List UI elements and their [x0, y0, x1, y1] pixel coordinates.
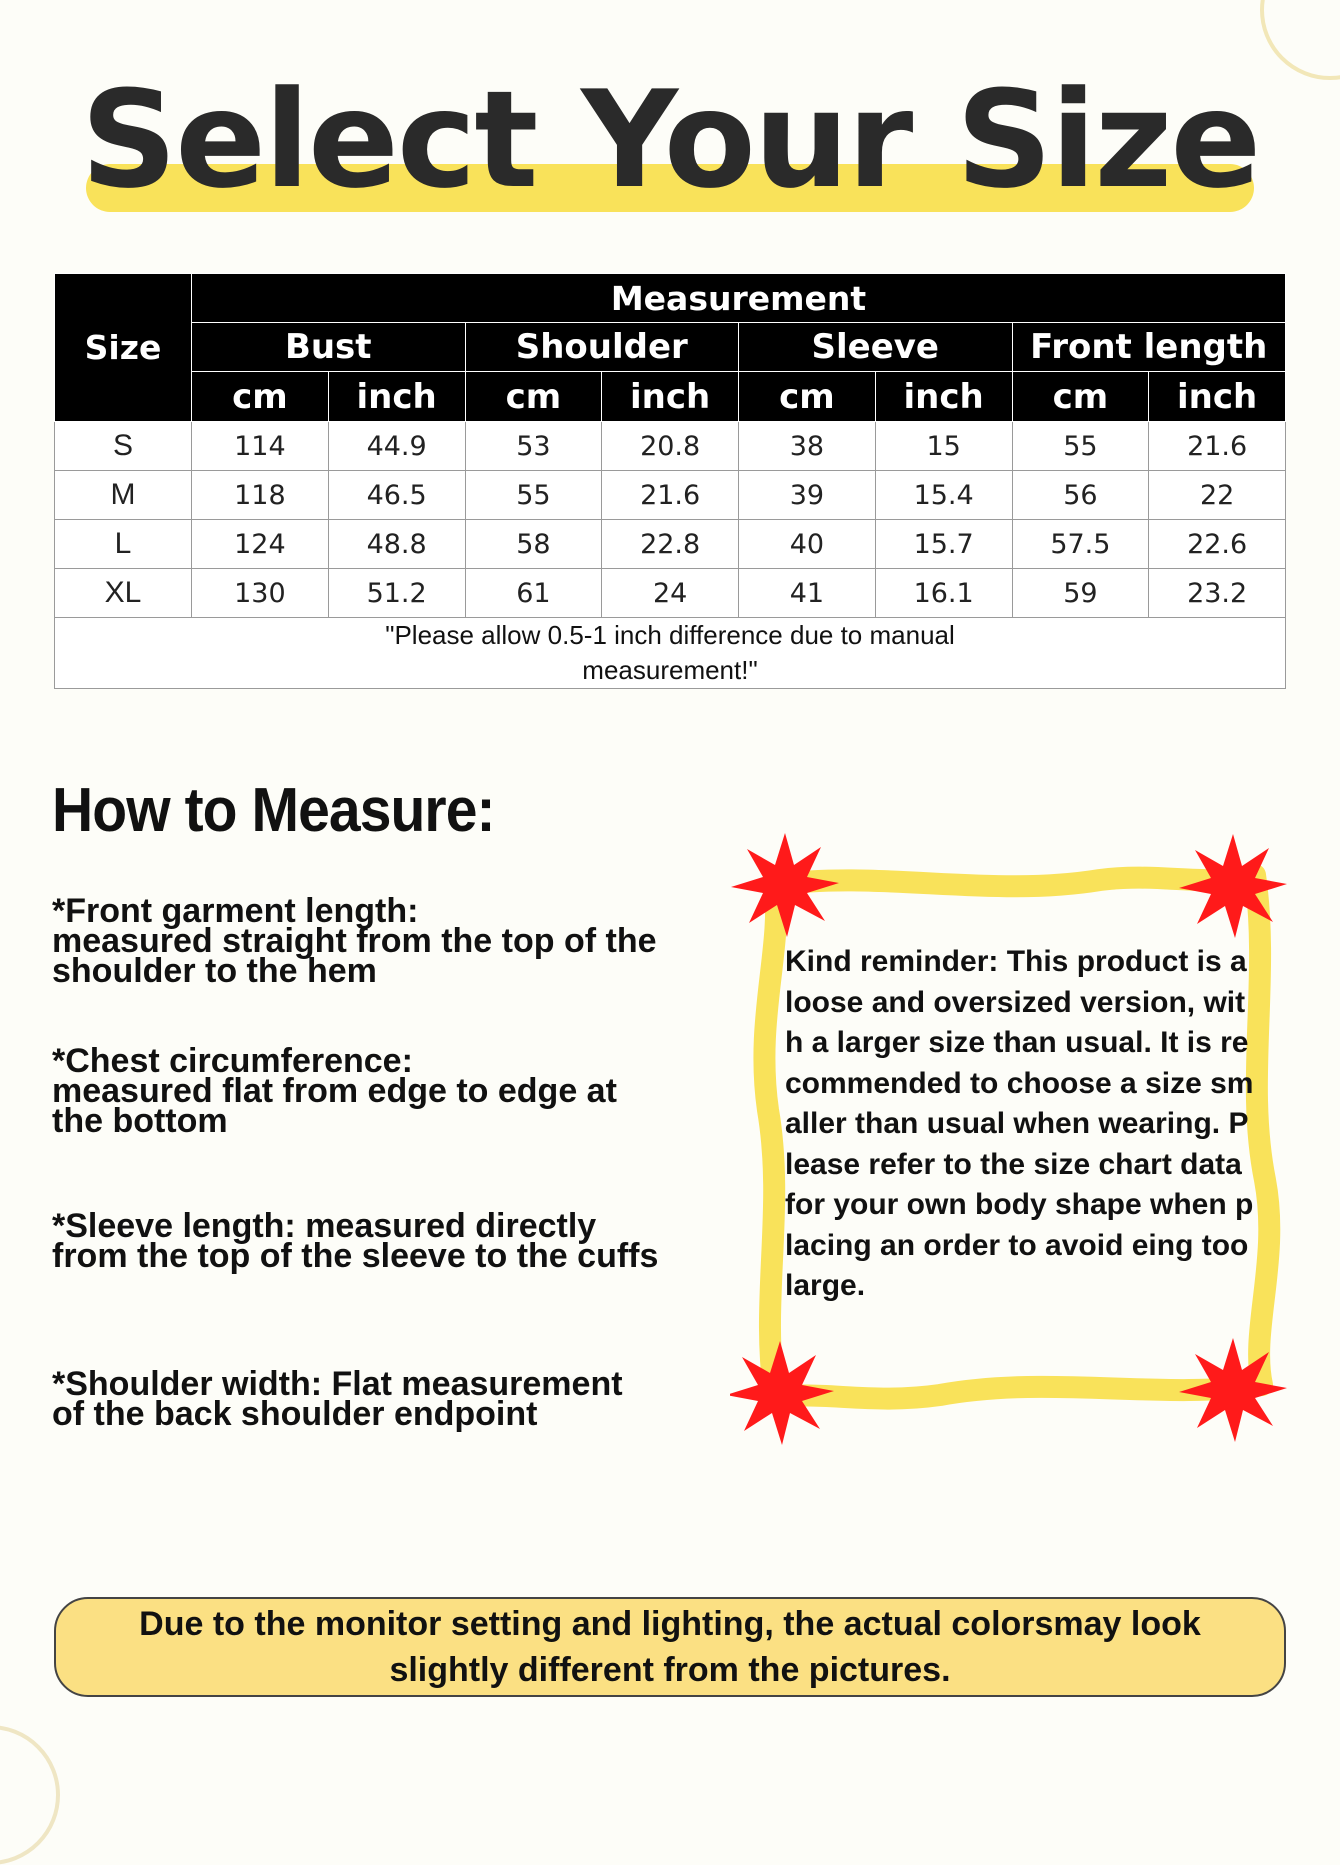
star-icon [731, 833, 839, 937]
unit-header: inch [328, 372, 465, 422]
corner-decoration [0, 1725, 60, 1865]
front-length-header: Front length [1012, 323, 1286, 372]
table-cell: 44.9 [328, 422, 465, 471]
table-cell: 48.8 [328, 520, 465, 569]
table-cell: 118 [192, 471, 329, 520]
table-cell: 20.8 [602, 422, 739, 471]
measurement-group-header: Measurement [192, 274, 1286, 323]
table-cell: 56 [1012, 471, 1149, 520]
instruction-label: *Chest circumference: [52, 1042, 413, 1080]
instruction-front-length [52, 892, 732, 990]
measurement-note: "Please allow 0.5-1 inch difference due to manual measurement!" [385, 620, 955, 685]
unit-header: cm [465, 372, 602, 422]
table-cell: 39 [739, 471, 876, 520]
instruction-label: *Shoulder width: Flat measurement [52, 1365, 623, 1403]
table-cell: 124 [192, 520, 329, 569]
table-cell: 21.6 [1149, 422, 1286, 471]
instruction-text: from the top of the sleeve to the cuffs [52, 1237, 659, 1275]
how-to-measure-heading: How to Measure: [52, 776, 495, 845]
instruction-text: measured straight from the top of the shoulder to the hem [52, 922, 657, 990]
kind-reminder-text: Kind reminder: This product is a loose and oversized version, with a larger size than usual. It is recommended to choose a size smaller than usual when wearing. Please refer to the size chart data for your own body shape when placing an order to avoid eing too large. [785, 945, 1254, 1302]
instruction-label: *Front garment length: [52, 892, 419, 930]
table-note-cell [55, 618, 1286, 689]
size-cell: L [55, 520, 192, 569]
instruction-text: of the back shoulder endpoint [52, 1395, 538, 1433]
table-row [55, 520, 1286, 569]
size-cell: S [55, 422, 192, 471]
table-cell: 24 [602, 569, 739, 618]
table-cell: 59 [1012, 569, 1149, 618]
table-cell: 58 [465, 520, 602, 569]
size-chart-table [54, 273, 1286, 689]
star-icon [1179, 834, 1287, 938]
table-cell: 61 [465, 569, 602, 618]
unit-header: inch [1149, 372, 1286, 422]
instruction-chest [52, 1042, 652, 1140]
table-cell: 51.2 [328, 569, 465, 618]
table-row [55, 569, 1286, 618]
unit-header: cm [739, 372, 876, 422]
table-cell: 16.1 [875, 569, 1012, 618]
instruction-sleeve [52, 1207, 732, 1275]
table-cell: 22.8 [602, 520, 739, 569]
table-cell: 15.4 [875, 471, 1012, 520]
table-cell: 22.6 [1149, 520, 1286, 569]
table-cell: 21.6 [602, 471, 739, 520]
star-icon [1179, 1338, 1287, 1442]
table-cell: 130 [192, 569, 329, 618]
table-cell: 22 [1149, 471, 1286, 520]
sleeve-header: Sleeve [739, 323, 1013, 372]
instruction-label: *Sleeve length: measured directly [52, 1207, 597, 1245]
page-title: Select Your Size [80, 62, 1260, 218]
color-disclaimer-text: Due to the monitor setting and lighting, the actual colorsmay look slightly different from the pictures. [139, 1605, 1201, 1689]
table-cell: 38 [739, 422, 876, 471]
instruction-shoulder [52, 1365, 732, 1433]
table-cell: 46.5 [328, 471, 465, 520]
size-cell: XL [55, 569, 192, 618]
star-icon [730, 1341, 834, 1445]
table-cell: 15 [875, 422, 1012, 471]
table-cell: 40 [739, 520, 876, 569]
bust-header: Bust [192, 323, 466, 372]
color-disclaimer-banner [54, 1597, 1286, 1697]
table-cell: 23.2 [1149, 569, 1286, 618]
unit-header: cm [192, 372, 329, 422]
table-row [55, 471, 1286, 520]
table-cell: 57.5 [1012, 520, 1149, 569]
size-cell: M [55, 471, 192, 520]
table-cell: 53 [465, 422, 602, 471]
unit-header: cm [1012, 372, 1149, 422]
table-row [55, 422, 1286, 471]
table-cell: 41 [739, 569, 876, 618]
unit-header: inch [875, 372, 1012, 422]
table-cell: 15.7 [875, 520, 1012, 569]
title-banner [0, 60, 1340, 220]
unit-header: inch [602, 372, 739, 422]
size-column-header: Size [55, 274, 192, 422]
table-cell: 55 [1012, 422, 1149, 471]
instruction-text: measured flat from edge to edge at the bottom [52, 1072, 617, 1140]
table-note-row [55, 618, 1286, 689]
table-cell: 114 [192, 422, 329, 471]
table-cell: 55 [465, 471, 602, 520]
shoulder-header: Shoulder [465, 323, 739, 372]
